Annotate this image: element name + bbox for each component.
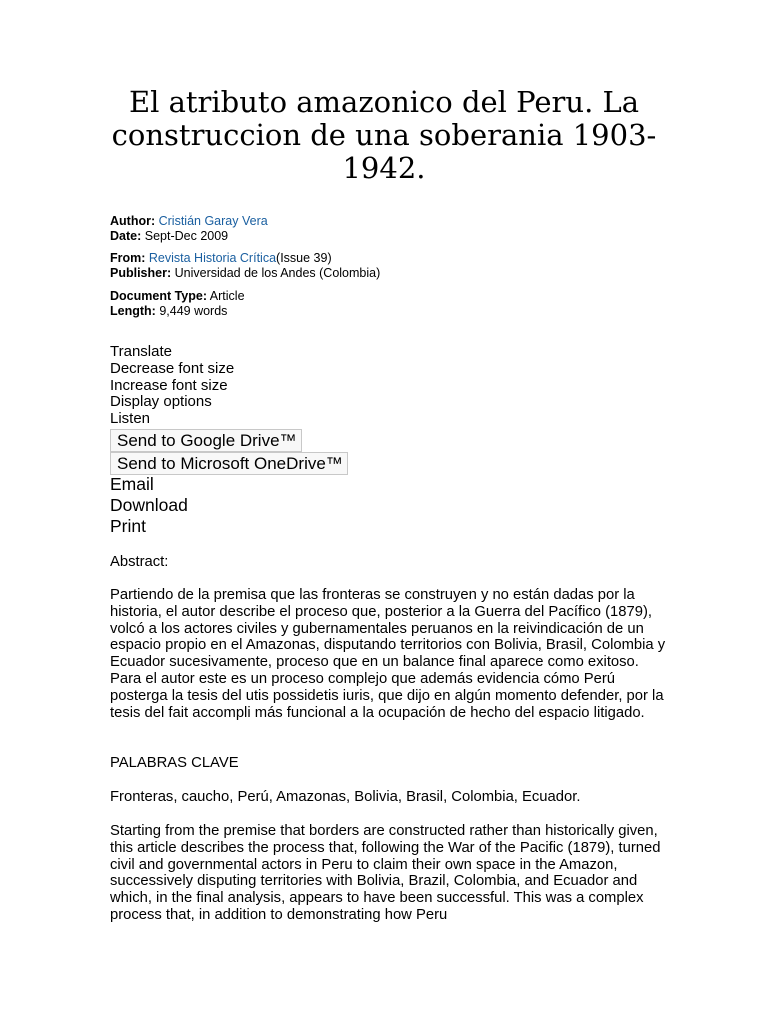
issue-value: (Issue 39) bbox=[276, 251, 332, 265]
send-to-google-drive-button[interactable]: Send to Google Drive™ bbox=[110, 429, 302, 452]
meta-source bbox=[110, 251, 380, 281]
author-label: Author: bbox=[110, 214, 156, 228]
decrease-font-link[interactable]: Decrease font size bbox=[110, 359, 235, 377]
doctype-value: Article bbox=[209, 289, 245, 303]
keywords-heading: PALABRAS CLAVE bbox=[110, 755, 239, 771]
from-label: From: bbox=[110, 251, 146, 265]
send-to-google-drive-button-wrap bbox=[110, 429, 302, 452]
meta-author-date bbox=[110, 214, 268, 244]
length-value: 9,449 words bbox=[159, 304, 228, 318]
display-options-link[interactable]: Display options bbox=[110, 393, 212, 411]
author-link[interactable]: Cristián Garay Vera bbox=[158, 214, 268, 228]
source-link[interactable]: Revista Historia Crítica bbox=[148, 251, 277, 265]
email-link[interactable]: Email bbox=[110, 474, 154, 494]
download-link[interactable]: Download bbox=[110, 495, 188, 515]
listen-link[interactable]: Listen bbox=[110, 410, 151, 428]
publisher-value: Universidad de los Andes (Colombia) bbox=[174, 266, 381, 280]
article-title: El atributo amazonico del Peru. La construccion de una soberania 1903-1942. bbox=[111, 85, 657, 185]
translate-link[interactable]: Translate bbox=[110, 343, 172, 360]
tools-list bbox=[110, 344, 234, 428]
abstract-english: Starting from the premise that borders are constructed rather than historically given, this article describes the process that, following the War of the Pacific (1879), turned civil and governmental actors in Peru to claim their own space in the Amazon, successively disputing territories with Bolivia, Brazil, Colombia, and Ecuador and which, in the final analysis, appears to have been successful. This was a complex process that, in addition to demonstrating how Peru bbox=[110, 823, 661, 923]
keywords: Fronteras, caucho, Perú, Amazonas, Bolivia, Brasil, Colombia, Ecuador. bbox=[110, 789, 581, 805]
abstract-heading: Abstract: bbox=[110, 554, 169, 570]
date-value: Sept-Dec 2009 bbox=[144, 229, 229, 243]
send-to-onedrive-button[interactable]: Send to Microsoft OneDrive™ bbox=[110, 452, 348, 475]
doctype-label: Document Type: bbox=[110, 289, 207, 303]
abstract-spanish: Partiendo de la premisa que las fronteras se construyen y no están dadas por la historia, el autor describe el proceso que, posterior a la Guerra del Pacífico (1879), volcó a los actores civiles y gubernamentales peruanos en la reivindicación de un espacio propio en el Amazonas, disputando territorios con Bolivia, Brasil, Colombia y Ecuador sucesivamente, proceso que en un balance final aparece como exitoso. Para el autor este es un proceso complejo que además evidencia cómo Perú posterga la tesis del utis possidetis iuris, que dijo en algún momento defender, por la tesis del fait accompli más funcional a la ocupación de hecho del espacio litigado. bbox=[110, 587, 666, 721]
print-link[interactable]: Print bbox=[110, 516, 146, 536]
increase-font-link[interactable]: Increase font size bbox=[110, 376, 228, 394]
send-to-onedrive-button-wrap bbox=[110, 452, 348, 475]
publisher-label: Publisher: bbox=[110, 266, 172, 280]
meta-document bbox=[110, 289, 245, 319]
date-label: Date: bbox=[110, 229, 142, 243]
length-label: Length: bbox=[110, 304, 156, 318]
